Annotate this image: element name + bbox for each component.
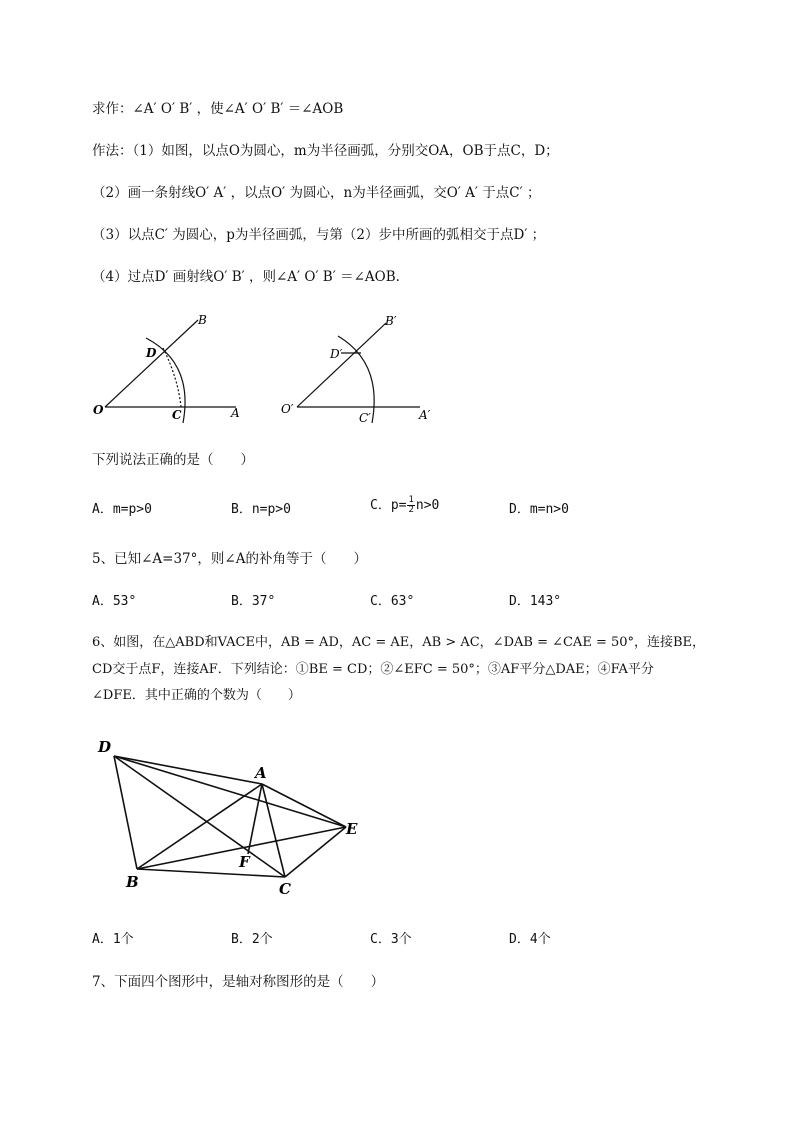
q4-option-c-post: n>0: [415, 498, 440, 513]
fig3-label-b: B: [126, 873, 139, 891]
q5-stem: 5、已知∠A=37°，则∠A的补角等于（ ）: [92, 551, 367, 567]
q6-stem-2: CD交于点F，连接AF．下列结论：①BE = CD；②∠EFC = 50°；③AF平分△DAE；④FA平分: [92, 662, 654, 677]
figure-angle-aob: [105, 320, 236, 423]
q4-line-2: 作法：（1）如图，以点O为圆心，m为半径画弧，分别交OA，OB于点C，D；: [92, 143, 559, 159]
q5-option-c[interactable]: C．63°: [370, 594, 415, 609]
q6-stem-1: 6、如图，在△ABD和VACE中，AB = AD，AC = AE，AB > AC，∠DAB = ∠CAE = 50°，连接BE，: [92, 635, 706, 650]
fig1-label-a: A: [231, 406, 240, 420]
fig2-label-d: D′: [330, 347, 343, 361]
q4-line-5: （4）过点D′ 画射线O′ B′ ，则∠A′ O′ B′ ＝∠AOB.: [92, 269, 400, 285]
fig2-label-b: B′: [385, 314, 397, 328]
fig2-label-o: O′: [281, 402, 294, 416]
q6-option-a[interactable]: A．1个: [92, 932, 134, 947]
q4-prompt: 下列说法正确的是（ ）: [92, 452, 254, 468]
fig1-label-b: B: [198, 313, 207, 327]
figure-angle-a-prime-o-prime-b-prime: [297, 323, 420, 423]
triangle-figure: [92, 734, 372, 899]
q6-option-d[interactable]: D．4个: [509, 932, 551, 947]
q4-line-1: 求作：∠A′ O′ B′ ，使∠A′ O′ B′ ＝∠AOB: [92, 101, 344, 117]
q5-option-d[interactable]: D．143°: [509, 594, 562, 609]
fig3-label-d: D: [98, 738, 112, 756]
q5-option-a[interactable]: A．53°: [92, 594, 137, 609]
q4-option-a[interactable]: A．m=p>0: [92, 502, 152, 517]
fig3-label-f: F: [239, 853, 250, 871]
fig3-label-c: C: [279, 880, 291, 898]
q6-option-c[interactable]: C．3个: [370, 932, 412, 947]
fig1-label-c: C: [172, 408, 182, 422]
q4-line-4: （3）以点C′ 为圆心，p为半径画弧，与第（2）步中所画的弧相交于点D′ ；: [92, 227, 546, 243]
q5-option-b[interactable]: B．37°: [231, 594, 276, 609]
q4-option-d[interactable]: D．m=n>0: [509, 502, 569, 517]
fig2-label-c: C′: [359, 411, 371, 425]
q4-option-c[interactable]: [370, 496, 439, 516]
q7-stem: 7、下面四个图形中，是轴对称图形的是（ ）: [92, 974, 385, 990]
q4-option-b[interactable]: B．n=p>0: [231, 502, 291, 517]
fig2-label-a: A′: [419, 408, 431, 422]
q4-option-c-pre: C．p=: [370, 498, 407, 513]
fig3-label-e: E: [346, 820, 358, 838]
fraction-one-half: $\frac{1}{2}$: [408, 495, 414, 515]
fig1-label-d: D: [146, 346, 157, 360]
q6-stem-3: ∠DFE．其中正确的个数为（ ）: [92, 688, 301, 703]
q6-option-b[interactable]: B．2个: [231, 932, 273, 947]
q4-line-3: （2）画一条射线O′ A′ ，以点O′ 为圆心，n为半径画弧，交O′ A′ 于点C′ ；: [92, 185, 541, 201]
angle-construction-figures: [88, 308, 448, 434]
fig3-label-a: A: [255, 764, 267, 782]
fig1-label-o: O: [93, 403, 104, 417]
